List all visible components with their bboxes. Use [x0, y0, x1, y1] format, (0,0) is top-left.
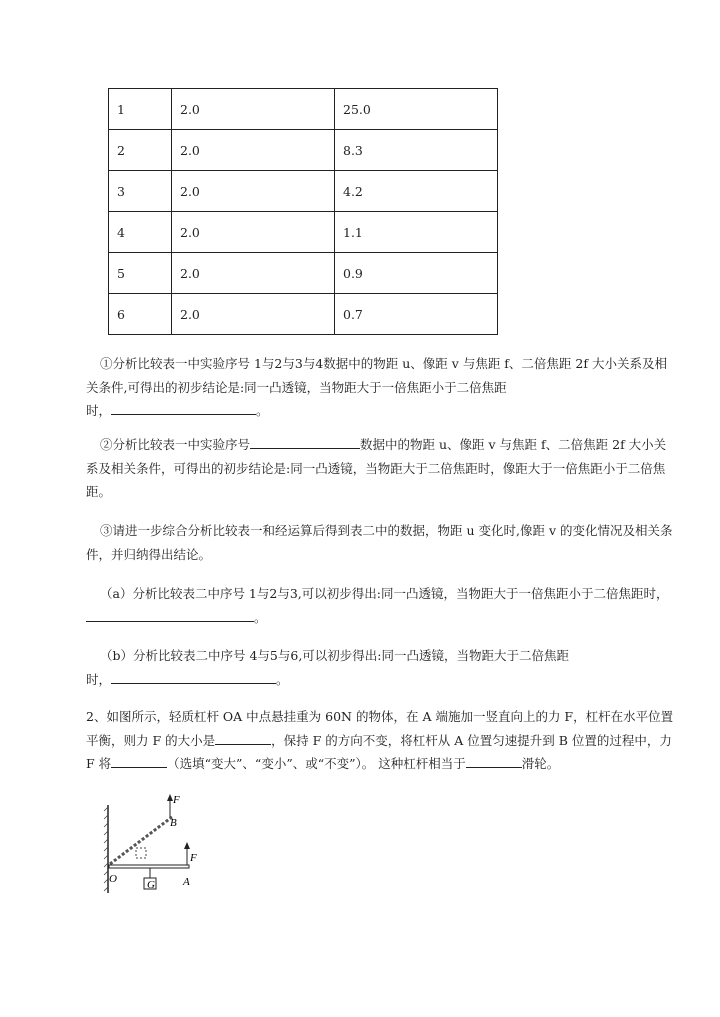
table-cell: 8.3 [335, 130, 498, 171]
table-row [109, 130, 498, 171]
label-b: B [170, 817, 177, 829]
table-cell: 0.9 [335, 253, 498, 294]
text: （b）分析比较表二中序号 4与5与6,可以初步得出:同一凸透镜，当物距大于二倍焦距 [100, 648, 570, 663]
question-2 [86, 705, 676, 776]
table-row [109, 253, 498, 294]
table-cell: 4 [109, 212, 172, 253]
table-cell: 2.0 [172, 212, 335, 253]
question-1-part-1 [86, 352, 676, 423]
text: 。 [254, 609, 267, 625]
table-cell: 2.0 [172, 89, 335, 130]
answer-blank[interactable] [466, 753, 522, 768]
text: ②分析比较表一中实验序号 [100, 437, 251, 452]
table-row [109, 89, 498, 130]
table-cell: 2.0 [172, 253, 335, 294]
text: 。 [276, 671, 289, 687]
table-cell: 0.7 [335, 294, 498, 335]
question-1-part-2 [86, 433, 676, 504]
lever-position-b [110, 817, 172, 864]
question-1-part-3: ③请进一步综合分析比较表一和经运算后得到表二中的数据，物距 u 变化时,像距 v 的变化情况及相关条件，并归纳得出结论。 [86, 523, 673, 562]
text: ，保持 F 的方向不变，将杠杆从 A 位置匀速提升到 B 位置的过程中，力 F 将 [86, 732, 672, 771]
label-f-a: F [190, 852, 197, 864]
arrow-head [184, 842, 190, 849]
lever-diagram [95, 785, 215, 895]
table-cell: 4.2 [335, 171, 498, 212]
answer-blank[interactable] [86, 607, 254, 622]
label-a: A [183, 876, 190, 888]
text: ①分析比较表一中实验序号 1与2与3与4数据中的物距 u、像距 v 与焦距 f、二倍焦距 2f 大小关系及相关条件,可得出的初步结论是:同一凸透镜，当物距大于一倍焦距小于二倍焦距 [86, 356, 667, 395]
answer-blank[interactable] [111, 669, 276, 684]
lever-bar [109, 865, 189, 868]
text: （选填“变大”、“变小”、或“不变”）。 这种杠杆相当于 [167, 756, 466, 771]
table-cell: 2.0 [172, 130, 335, 171]
text: 。 [256, 403, 269, 418]
table-row [109, 212, 498, 253]
question-1-part-b [86, 644, 676, 691]
answer-blank[interactable] [250, 434, 360, 449]
label-f-b: F [173, 794, 180, 806]
text: 2、如图所示，轻质杠杆 OA 中点悬挂重为 60N 的物体，在 A 端施加一竖直向上的力 F，杠杆在水平位置平衡，则力 F 的大小是 [86, 709, 674, 748]
text: 时， [86, 403, 112, 418]
table-cell: 3 [109, 171, 172, 212]
answer-blank[interactable] [111, 400, 256, 415]
table-cell: 2 [109, 130, 172, 171]
label-g: G [147, 879, 155, 891]
table-cell: 2.0 [172, 171, 335, 212]
text: 滑轮。 [521, 756, 560, 771]
table-cell: 25.0 [335, 89, 498, 130]
label-o: O [109, 873, 117, 885]
table-row [109, 171, 498, 212]
dashed-weight [136, 848, 146, 858]
text: 时， [86, 671, 112, 687]
table-cell: 1.1 [335, 212, 498, 253]
answer-blank[interactable] [215, 730, 271, 745]
text: （a）分析比较表二中序号 1与2与3,可以初步得出:同一凸透镜，当物距大于一倍焦距小于二倍焦距时， [100, 586, 669, 601]
answer-blank[interactable] [111, 753, 167, 768]
data-table [108, 88, 498, 335]
text: 数据中的物距 u、像距 v 与焦距 f、二倍焦距 2f 大小关系及相关条件，可得出的初步结论是:同一凸透镜，当物距大于二倍焦距时，像距大于一倍焦距小于二倍焦距。 [86, 437, 667, 499]
table-row [109, 294, 498, 335]
question-1-part-a [86, 582, 676, 629]
table-cell: 2.0 [172, 294, 335, 335]
table-cell: 1 [109, 89, 172, 130]
table-cell: 6 [109, 294, 172, 335]
table-cell: 5 [109, 253, 172, 294]
